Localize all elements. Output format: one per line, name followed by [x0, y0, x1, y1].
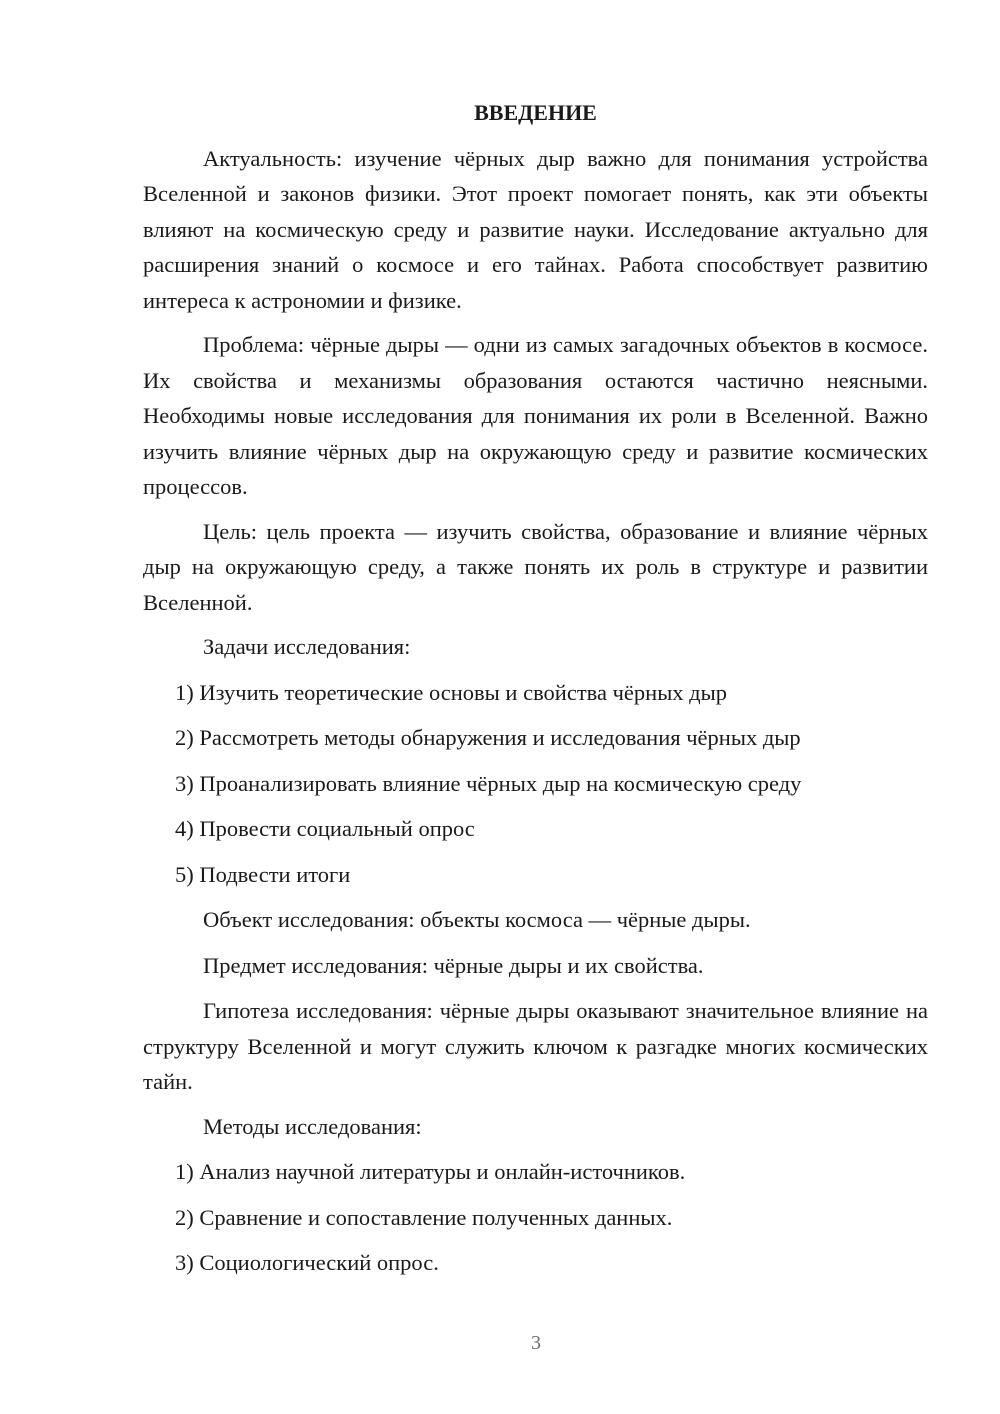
methods-heading: Методы исследования: — [203, 1113, 422, 1139]
section-title: ВВЕДЕНИЕ — [474, 100, 597, 125]
task-item: 1) Изучить теоретические основы и свойства чёрных дыр — [175, 679, 727, 705]
task-item: 5) Подвести итоги — [175, 861, 351, 887]
research-subject: Предмет исследования: чёрные дыры и их свойства. — [203, 952, 704, 978]
page-number: 3 — [531, 1332, 541, 1354]
goal-paragraph: Цель: цель проекта — изучить свойства, образование и влияние чёрных дыр на окружающую среду, а также понять их роль в структуре и развитии Вселенной. — [143, 518, 928, 615]
method-item: 1) Анализ научной литературы и онлайн-источников. — [175, 1159, 686, 1184]
problem-paragraph: Проблема: чёрные дыры — одни из самых загадочных объектов в космосе. Их свойства и механизмы образования остаются частично неясными. Необходимы новые исследования для понимания их роли в Вселенной. Важно изучить влияние чёрных дыр на окружающую среду и развитие космических процессов. — [143, 332, 928, 499]
tasks-list — [143, 675, 928, 893]
task-item: 4) Провести социальный опрос — [175, 816, 475, 841]
task-item: 3) Проанализировать влияние чёрных дыр на космическую среду — [175, 770, 802, 796]
tasks-heading: Задачи исследования: — [203, 634, 411, 659]
hypothesis-paragraph: Гипотеза исследования: чёрные дыры оказывают значительное влияние на структуру Вселенной и могут служить ключом к разгадке многих космических тайн. — [143, 998, 928, 1094]
document-body — [143, 95, 928, 1291]
research-object: Объект исследования: объекты космоса — чёрные дыры. — [203, 907, 751, 932]
relevance-paragraph: Актуальность: изучение чёрных дыр важно для понимания устройства Вселенной и законов физики. Этот проект помогает понять, как эти объекты влияют на космическую среду и развитие науки. Исследование актуально для расширения знаний о космосе и его тайнах. Работа способствует развитию интереса к астрономии и физике. — [143, 145, 928, 313]
task-item: 2) Рассмотреть методы обнаружения и исследования чёрных дыр — [175, 725, 801, 750]
methods-list — [143, 1154, 928, 1281]
method-item: 3) Социологический опрос. — [175, 1250, 439, 1275]
method-item: 2) Сравнение и сопоставление полученных данных. — [175, 1204, 673, 1230]
